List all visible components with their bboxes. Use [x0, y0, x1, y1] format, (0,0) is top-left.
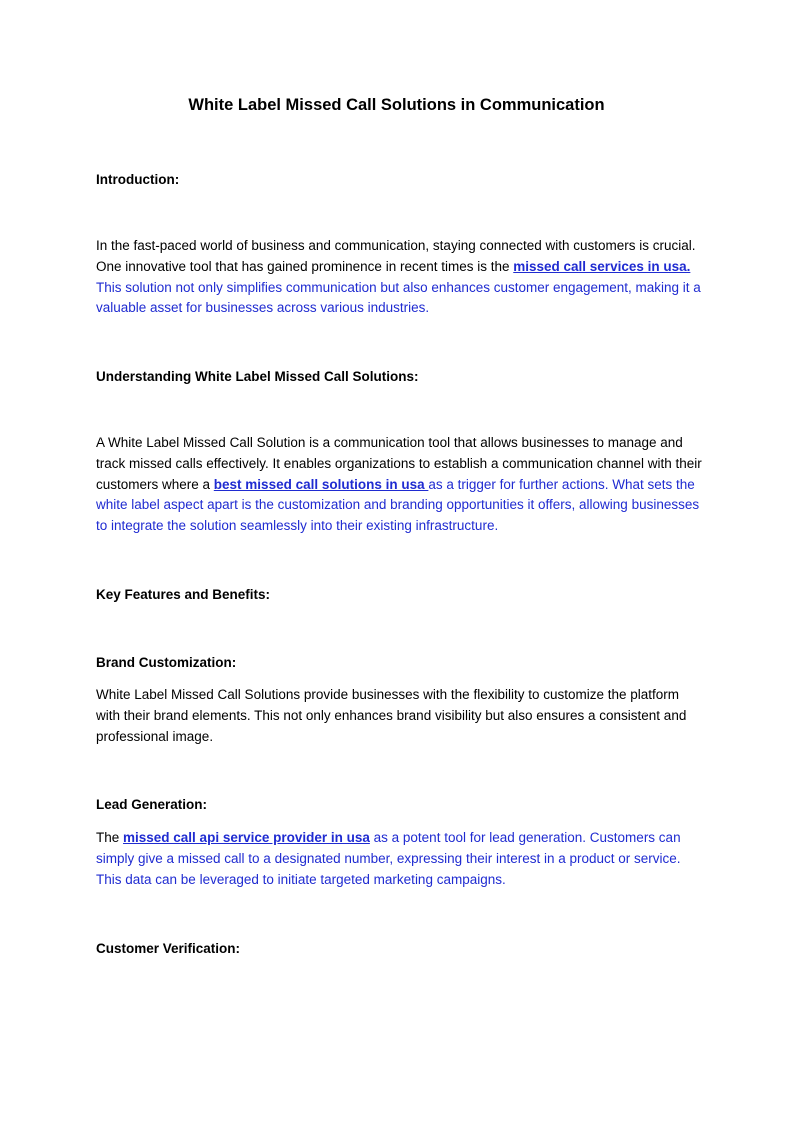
- intro-text: In the fast-paced world of business and communication, staying connected with customers is crucial. One innovative tool that has gained prominence in recent times is the: [96, 238, 696, 274]
- heading-brand-customization: Brand Customization:: [96, 655, 237, 670]
- paragraph-brand-customization: White Label Missed Call Solutions provide businesses with the flexibility to customize the platform with their brand elements. This not only enhances brand visibility but also ensures a consistent and professional image.: [96, 687, 687, 744]
- paragraph-introduction: [96, 236, 706, 319]
- heading-key-features: Key Features and Benefits:: [96, 587, 271, 602]
- heading-introduction: Introduction:: [96, 172, 180, 187]
- heading-customer-verification: Customer Verification:: [96, 941, 241, 956]
- heading-understanding: Understanding White Label Missed Call Solutions:: [96, 369, 419, 384]
- paragraph-understanding: [96, 433, 706, 537]
- understanding-text-blue: as a trigger for further actions. What sets the white label aspect apart is the customization and branding opportunities it offers, allowing businesses to integrate the solution seamlessly into their existing infrastructure.: [96, 476, 700, 534]
- heading-lead-generation: Lead Generation:: [96, 797, 208, 812]
- link-missed-call-services[interactable]: missed call services in usa.: [513, 258, 691, 274]
- document-title: White Label Missed Call Solutions in Communication: [188, 96, 605, 114]
- lead-text-blue: as a potent tool for lead generation. Customers can simply give a missed call to a designated number, expressing their interest in a product or service. This data can be leveraged to initiate targeted marketing campaigns.: [96, 830, 681, 887]
- link-missed-call-api-provider[interactable]: missed call api service provider in usa: [123, 830, 370, 845]
- lead-text: The: [96, 830, 124, 845]
- understanding-text: A White Label Missed Call Solution is a communication tool that allows businesses to manage and track missed calls effectively. It enables organizations to establish a communication channel with their customers where a: [96, 435, 702, 492]
- paragraph-lead-generation: [96, 828, 706, 890]
- link-best-missed-call-solutions[interactable]: best missed call solutions in usa: [213, 476, 429, 492]
- intro-text-blue: This solution not only simplifies communication but also enhances customer engagement, making it a valuable asset for businesses across various industries.: [96, 279, 701, 316]
